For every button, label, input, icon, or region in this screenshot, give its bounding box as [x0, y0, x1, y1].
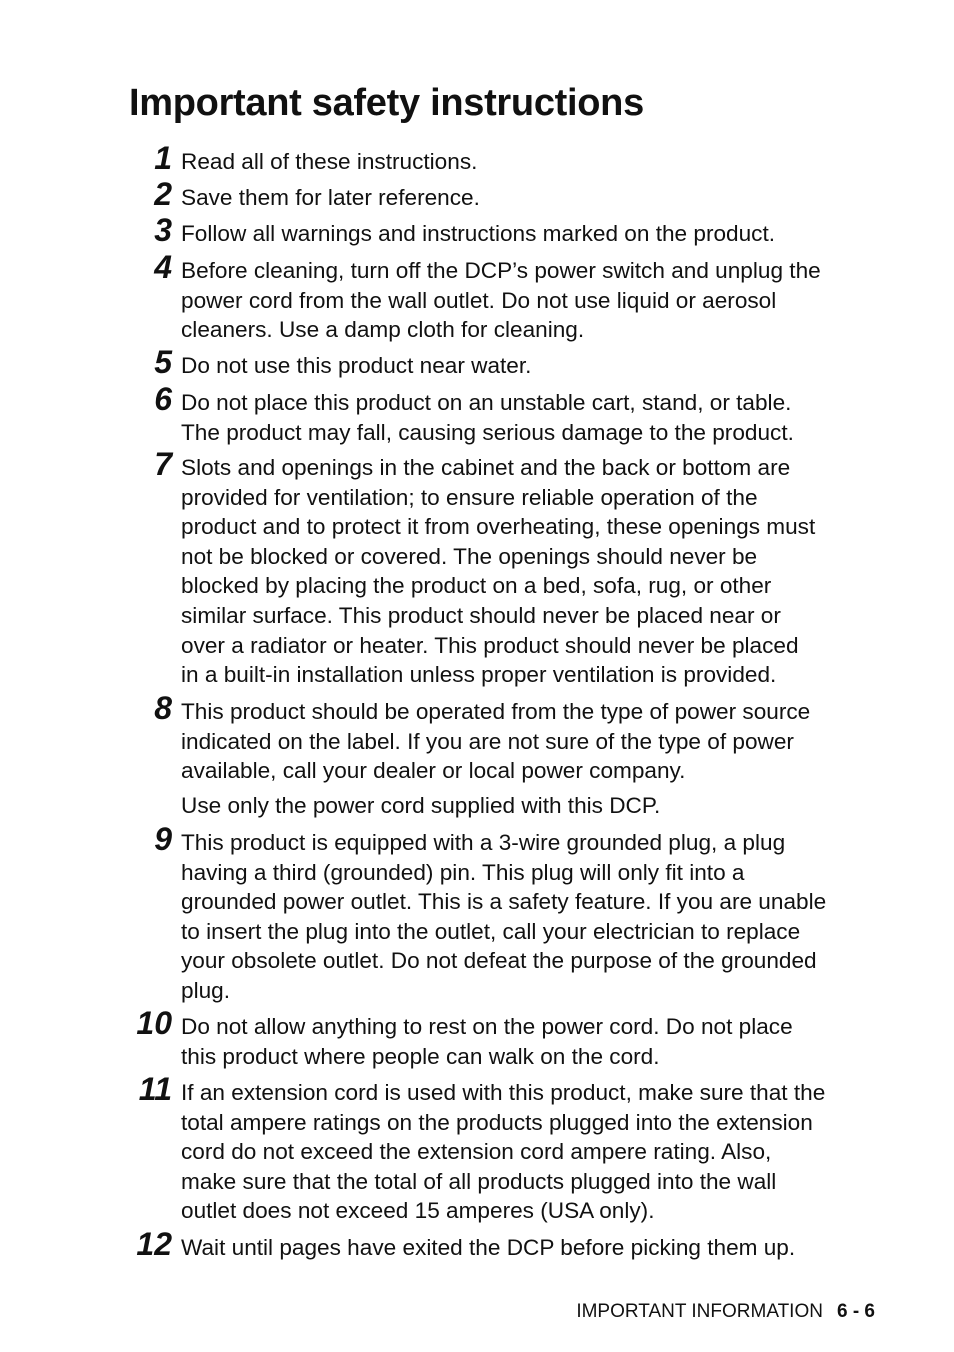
step-number: 7	[154, 446, 172, 482]
step-paragraph	[181, 147, 877, 177]
text-line: Do not allow anything to rest on the power cord. Do not place	[181, 1014, 793, 1039]
text-line: Wait until pages have exited the DCP before picking them up.	[181, 1235, 796, 1260]
text-line: product and to protect it from overheating, these openings must	[181, 514, 816, 540]
text-line: Before cleaning, turn off the DCP’s power switch and unplug the	[181, 258, 821, 283]
text-line: Do not use this product near water.	[181, 353, 532, 378]
step-text	[181, 1233, 877, 1263]
step-paragraph	[181, 351, 877, 381]
page-footer	[576, 1300, 875, 1324]
text-line: The product may fall, causing serious damage to the product.	[181, 419, 794, 445]
step-paragraph	[181, 183, 877, 213]
step-number: 10	[136, 1005, 172, 1041]
step-number: 1	[154, 140, 172, 176]
text-line: total ampere ratings on the products plugged into the extension	[181, 1109, 813, 1135]
step-text	[181, 183, 877, 213]
step-text	[181, 453, 877, 690]
text-line: Do not place this product on an unstable cart, stand, or table.	[181, 390, 792, 415]
step-paragraph	[181, 1012, 877, 1071]
text-line: Read all of these instructions.	[181, 149, 478, 174]
text-line: outlet does not exceed 15 amperes (USA only).	[181, 1198, 655, 1224]
step-text	[181, 697, 877, 820]
page-title: Important safety instructions	[129, 82, 644, 124]
text-line: over a radiator or heater. This product should never be placed	[181, 632, 799, 658]
text-line: plug.	[181, 977, 230, 1003]
text-line: cord do not exceed the extension cord ampere rating. Also,	[181, 1139, 772, 1165]
step-text	[181, 828, 877, 1006]
step-paragraph	[181, 697, 877, 786]
step-text	[181, 147, 877, 177]
step-text	[181, 351, 877, 381]
step-paragraph	[181, 388, 877, 447]
text-line: make sure that the total of all products plugged into the wall	[181, 1168, 777, 1194]
step-number: 5	[154, 344, 172, 380]
text-line: having a third (grounded) pin. This plug will only fit into a	[181, 859, 745, 885]
step-paragraph	[181, 219, 877, 249]
text-line: not be blocked or covered. The openings should never be	[181, 543, 758, 569]
text-line: provided for ventilation; to ensure reliable operation of the	[181, 484, 758, 510]
step-text	[181, 1078, 877, 1226]
step-paragraph	[181, 828, 877, 1006]
text-line: to insert the plug into the outlet, call your electrician to replace	[181, 918, 801, 944]
text-line: Save them for later reference.	[181, 185, 480, 210]
footer-page-number: 6 - 6	[836, 1301, 875, 1322]
text-line: This product should be operated from the type of power source	[181, 699, 811, 724]
step-paragraph	[181, 1078, 877, 1226]
text-line: power cord from the wall outlet. Do not use liquid or aerosol	[181, 287, 777, 313]
step-text	[181, 1012, 877, 1071]
text-line: in a built-in installation unless proper ventilation is provided.	[181, 662, 777, 688]
text-line: cleaners. Use a damp cloth for cleaning.	[181, 317, 585, 343]
text-line: similar surface. This product should never be placed near or	[181, 602, 781, 628]
text-line: This product is equipped with a 3-wire grounded plug, a plug	[181, 830, 786, 855]
step-paragraph	[181, 256, 877, 345]
text-line: your obsolete outlet. Do not defeat the purpose of the grounded	[181, 948, 817, 974]
step-number: 4	[154, 249, 172, 285]
text-line: If an extension cord is used with this product, make sure that the	[181, 1080, 826, 1105]
text-line: grounded power outlet. This is a safety feature. If you are unable	[181, 889, 827, 915]
step-number: 2	[154, 176, 172, 212]
step-paragraph	[181, 453, 877, 690]
step-paragraph	[181, 791, 877, 821]
step-number: 8	[154, 690, 172, 726]
text-line: blocked by placing the product on a bed, sofa, rug, or other	[181, 573, 772, 599]
text-line: indicated on the label. If you are not sure of the type of power	[181, 728, 794, 754]
step-text	[181, 388, 877, 447]
step-paragraph	[181, 1233, 877, 1263]
text-line: Slots and openings in the cabinet and the back or bottom are	[181, 455, 791, 480]
step-text	[181, 219, 877, 249]
step-number: 6	[154, 381, 172, 417]
footer-section-label: IMPORTANT INFORMATION	[576, 1301, 823, 1322]
text-line: Follow all warnings and instructions marked on the product.	[181, 221, 776, 246]
text-line: this product where people can walk on the cord.	[181, 1043, 660, 1069]
step-number: 11	[138, 1071, 172, 1107]
step-number: 3	[154, 212, 172, 248]
text-line: Use only the power cord supplied with this DCP.	[181, 792, 661, 818]
step-number: 12	[136, 1226, 172, 1262]
step-text	[181, 256, 877, 345]
step-number: 9	[154, 821, 172, 857]
text-line: available, call your dealer or local power company.	[181, 758, 686, 784]
